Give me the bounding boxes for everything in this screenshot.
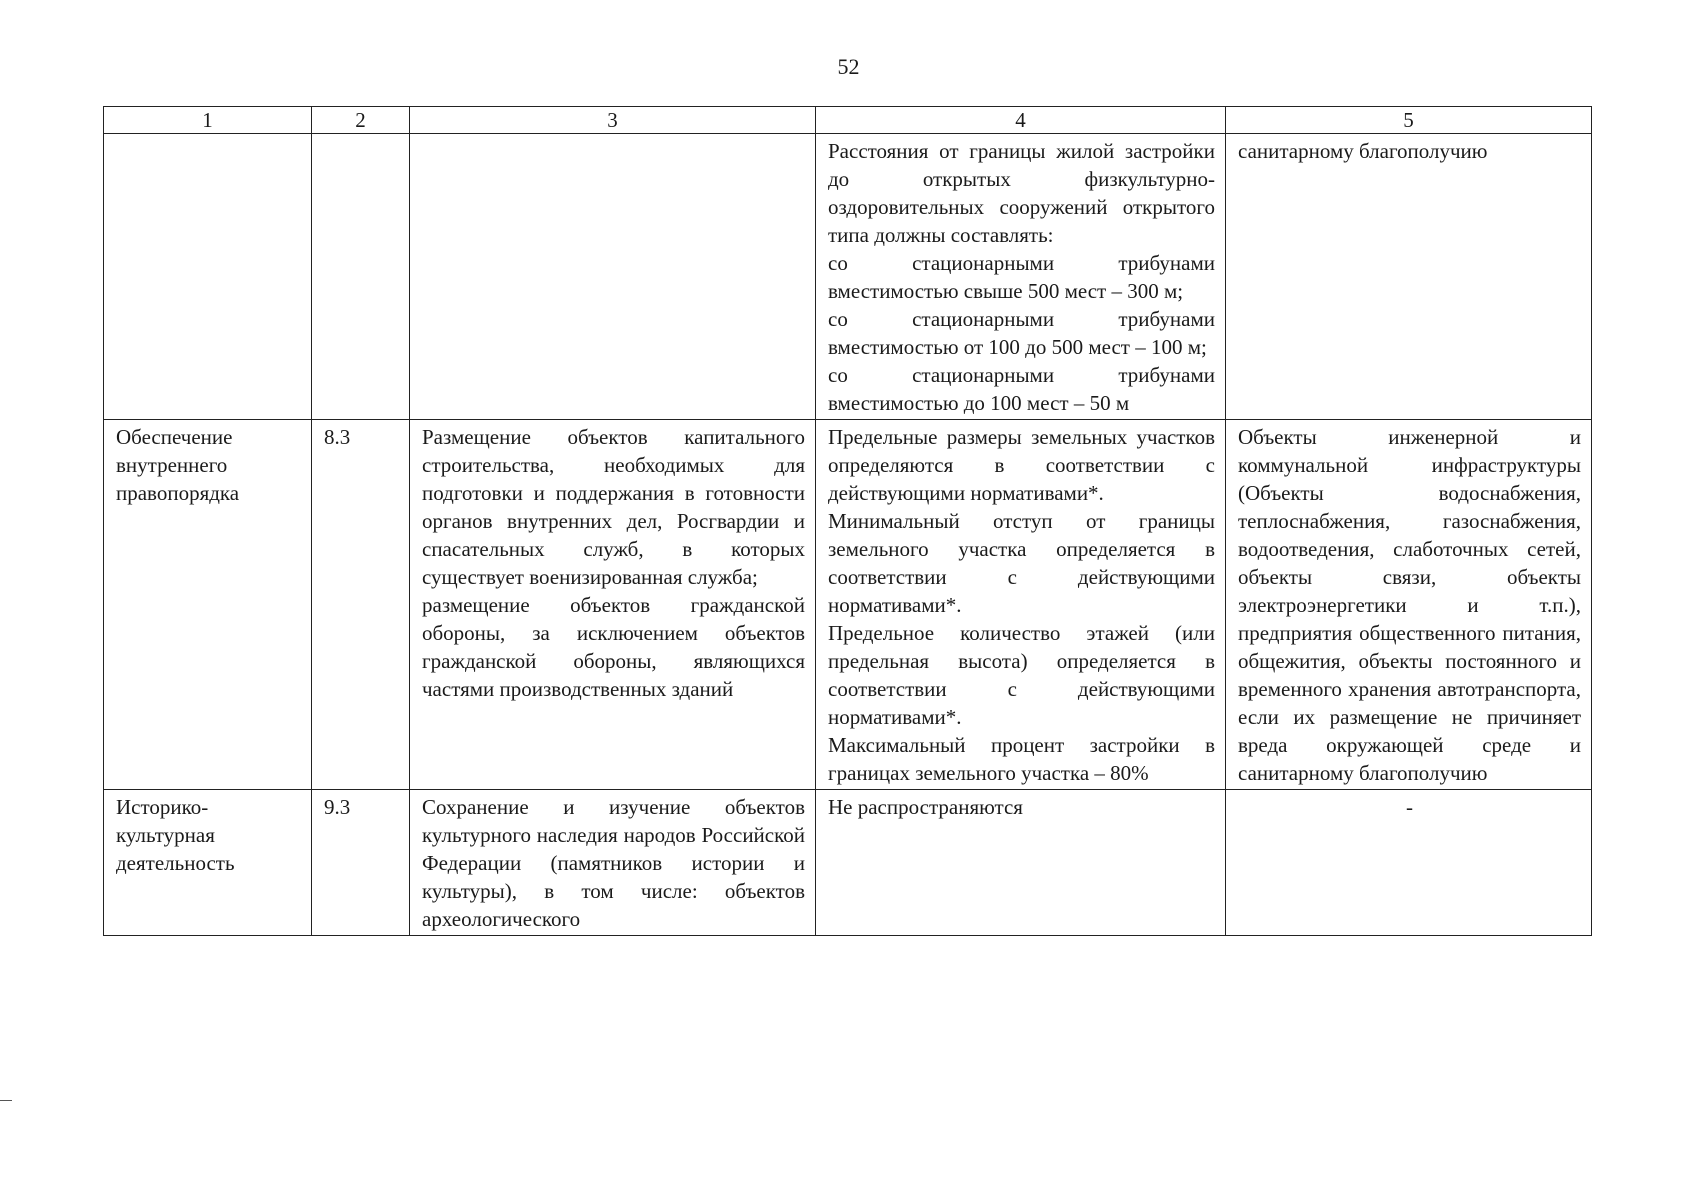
cell-parameters [816,134,1226,420]
cell-code [312,134,410,420]
cell-description: Сохранение и изучение объектов культурного наследия народов Российской Федерации (памятников истории и культуры), в том числе: объектов археологического [410,790,816,936]
header-col-5: 5 [1226,107,1592,134]
cell-description [410,420,816,790]
cell-description [410,134,816,420]
parameter-text: Максимальный процент застройки в границах земельного участка – 80% [828,733,1215,785]
header-col-3: 3 [410,107,816,134]
table-row [104,420,1592,790]
cell-auxiliary-uses: санитарному благополучию [1226,134,1592,420]
parameter-text: Минимальный отступ от границы земельного участка определяется в соответствии с действующими нормативами*. [828,509,1215,617]
cell-parameters: Не распространяются [816,790,1226,936]
parameter-text: Предельные размеры земельных участков определяются в соответствии с действующими нормативами*. [828,425,1215,505]
cell-code: 8.3 [312,420,410,790]
table-row [104,134,1592,420]
table-header-row [104,107,1592,134]
cell-auxiliary-uses: Объекты инженерной и коммунальной инфраструктуры (Объекты водоснабжения, теплоснабжения, газоснабжения, водоотведения, слаботочных сетей, объекты связи, объекты электроэнергетики и т.п.), предприятия общественного питания, общежития, объекты постоянного и временного хранения автотранспорта, если их размещение не причиняет вреда окружающей среде и санитарному благополучию [1226,420,1592,790]
parameter-text: со стационарными трибунами вместимостью до 100 мест – 50 м [828,363,1215,415]
parameter-text: со стационарными трибунами вместимостью свыше 500 мест – 300 м; [828,251,1215,303]
cell-use-name: Обеспечение внутреннего правопорядка [104,420,312,790]
page-number: 52 [837,54,860,79]
parameter-text: Предельное количество этажей (или предельная высота) определяется в соответствии с действующими нормативами*. [828,621,1215,729]
margin-mark [0,1100,12,1101]
header-col-1: 1 [104,107,312,134]
table-row [104,790,1592,936]
parameter-text: Расстояния от границы жилой застройки до открытых физкультурно-оздоровительных сооружений открытого типа должны составлять: [828,139,1215,247]
description-text: размещение объектов гражданской обороны, за исключением объектов гражданской обороны, являющихся частями производственных зданий [422,593,805,701]
header-col-4: 4 [816,107,1226,134]
cell-code: 9.3 [312,790,410,936]
parameter-text: со стационарными трибунами вместимостью от 100 до 500 мест – 100 м; [828,307,1215,359]
regulations-table [103,106,1592,936]
cell-parameters [816,420,1226,790]
cell-auxiliary-uses: - [1226,790,1592,936]
cell-use-name [104,134,312,420]
description-text: Размещение объектов капитального строительства, необходимых для подготовки и поддержания в готовности органов внутренних дел, Росгвардии и спасательных служб, в которых существует военизированная служба; [422,425,805,589]
header-col-2: 2 [312,107,410,134]
cell-use-name: Историко-культурная деятельность [104,790,312,936]
